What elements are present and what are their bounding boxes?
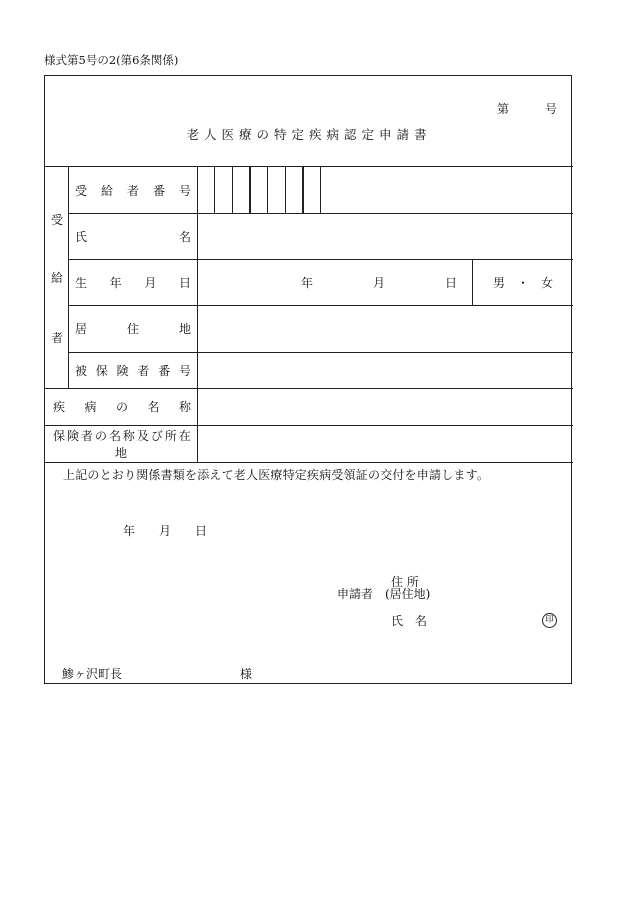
label-char: 及 [136, 429, 149, 443]
row-line [68, 305, 573, 306]
label-char: 称 [122, 429, 135, 443]
label-char: び [150, 429, 163, 443]
insurer-label-continued: 地 [114, 446, 127, 460]
insurer-label [53, 430, 191, 442]
header-divider [45, 166, 573, 167]
label-char: 女 [540, 276, 553, 290]
label-char: 受 [75, 184, 88, 198]
label-char: 病 [84, 400, 97, 414]
application-year-label: 年 [123, 524, 136, 538]
row-line [68, 352, 573, 353]
label-char: 番 [158, 364, 171, 378]
form-number: 様式第5号の2(第6条関係) [44, 53, 179, 67]
label-char: 険 [116, 364, 129, 378]
application-form [44, 75, 572, 684]
label-char: 号 [178, 184, 191, 198]
label-char: 男 [493, 276, 506, 290]
label-char: 保 [95, 364, 108, 378]
row-line [68, 259, 573, 260]
label-char: 所 [164, 429, 177, 443]
group-label-char: 給 [51, 271, 64, 285]
label-char: 給 [100, 184, 113, 198]
digit-box-divider [320, 166, 321, 213]
disease-name-label [53, 401, 191, 413]
group-label-char: 受 [51, 213, 64, 227]
address-field-label: 住 所 [391, 575, 419, 589]
label-char: 被 [75, 364, 88, 378]
residence-label: (居住地) [385, 587, 431, 601]
label-char: 称 [178, 400, 191, 414]
label-char: 生 [75, 276, 88, 290]
birth-year-label: 年 [301, 276, 314, 290]
addressee: 鯵ヶ沢町長 [62, 667, 123, 681]
row-line [68, 213, 573, 214]
applicant-label: 申請者 [337, 587, 374, 601]
insured-number-label [75, 365, 191, 377]
label-char: の [94, 429, 107, 443]
birth-month-label: 月 [373, 276, 386, 290]
form-title: 老人医療の特定疾病認定申請書 [186, 127, 432, 142]
label-char: 日 [178, 276, 191, 290]
label-char: 月 [144, 276, 157, 290]
label-char: ・ [516, 276, 529, 290]
recipient-number-label [75, 185, 191, 197]
label-char: 者 [126, 184, 139, 198]
label-char: 名 [147, 400, 160, 414]
number-suffix: 号 [545, 102, 558, 116]
birth-day-label: 日 [445, 276, 458, 290]
label-char: 号 [178, 364, 191, 378]
label-char: の [115, 400, 128, 414]
row-line [45, 425, 573, 426]
digit-box-divider [249, 166, 251, 213]
digit-box-divider [285, 166, 286, 213]
label-char: 年 [109, 276, 122, 290]
name-label [75, 231, 191, 243]
row-line [45, 462, 573, 463]
label-divider [197, 166, 198, 462]
application-day-label: 日 [195, 524, 208, 538]
birth-date-label [75, 277, 191, 289]
label-char: 保 [53, 429, 66, 443]
gender-choice [493, 277, 553, 289]
applicant-name-label: 氏 名 [391, 614, 428, 628]
label-char: 居 [75, 322, 88, 336]
digit-box-divider [267, 166, 268, 213]
digit-box-divider [302, 166, 304, 213]
row-line [45, 388, 573, 389]
application-statement: 上記のとおり関係書類を添えて老人医療特定疾病受領証の交付を申請します。 [63, 468, 490, 482]
group-divider [68, 166, 69, 388]
group-label-char: 者 [51, 331, 64, 345]
seal-mark: 印 [542, 613, 557, 628]
label-char: 者 [137, 364, 150, 378]
gender-divider [472, 259, 473, 305]
label-char: 疾 [53, 400, 66, 414]
label-char: 番 [152, 184, 165, 198]
number-prefix: 第 [497, 102, 510, 116]
label-char: 住 [126, 322, 139, 336]
label-char: 名 [178, 230, 191, 244]
label-char: 名 [108, 429, 121, 443]
label-char: 地 [178, 322, 191, 336]
honorific: 様 [240, 667, 253, 681]
label-char: 者 [80, 429, 93, 443]
application-month-label: 月 [159, 524, 172, 538]
label-char: 在 [178, 429, 191, 443]
digit-box-divider [214, 166, 215, 213]
label-char: 氏 [75, 230, 88, 244]
digit-box-divider [232, 166, 233, 213]
address-label [75, 323, 191, 335]
label-char: 険 [66, 429, 79, 443]
